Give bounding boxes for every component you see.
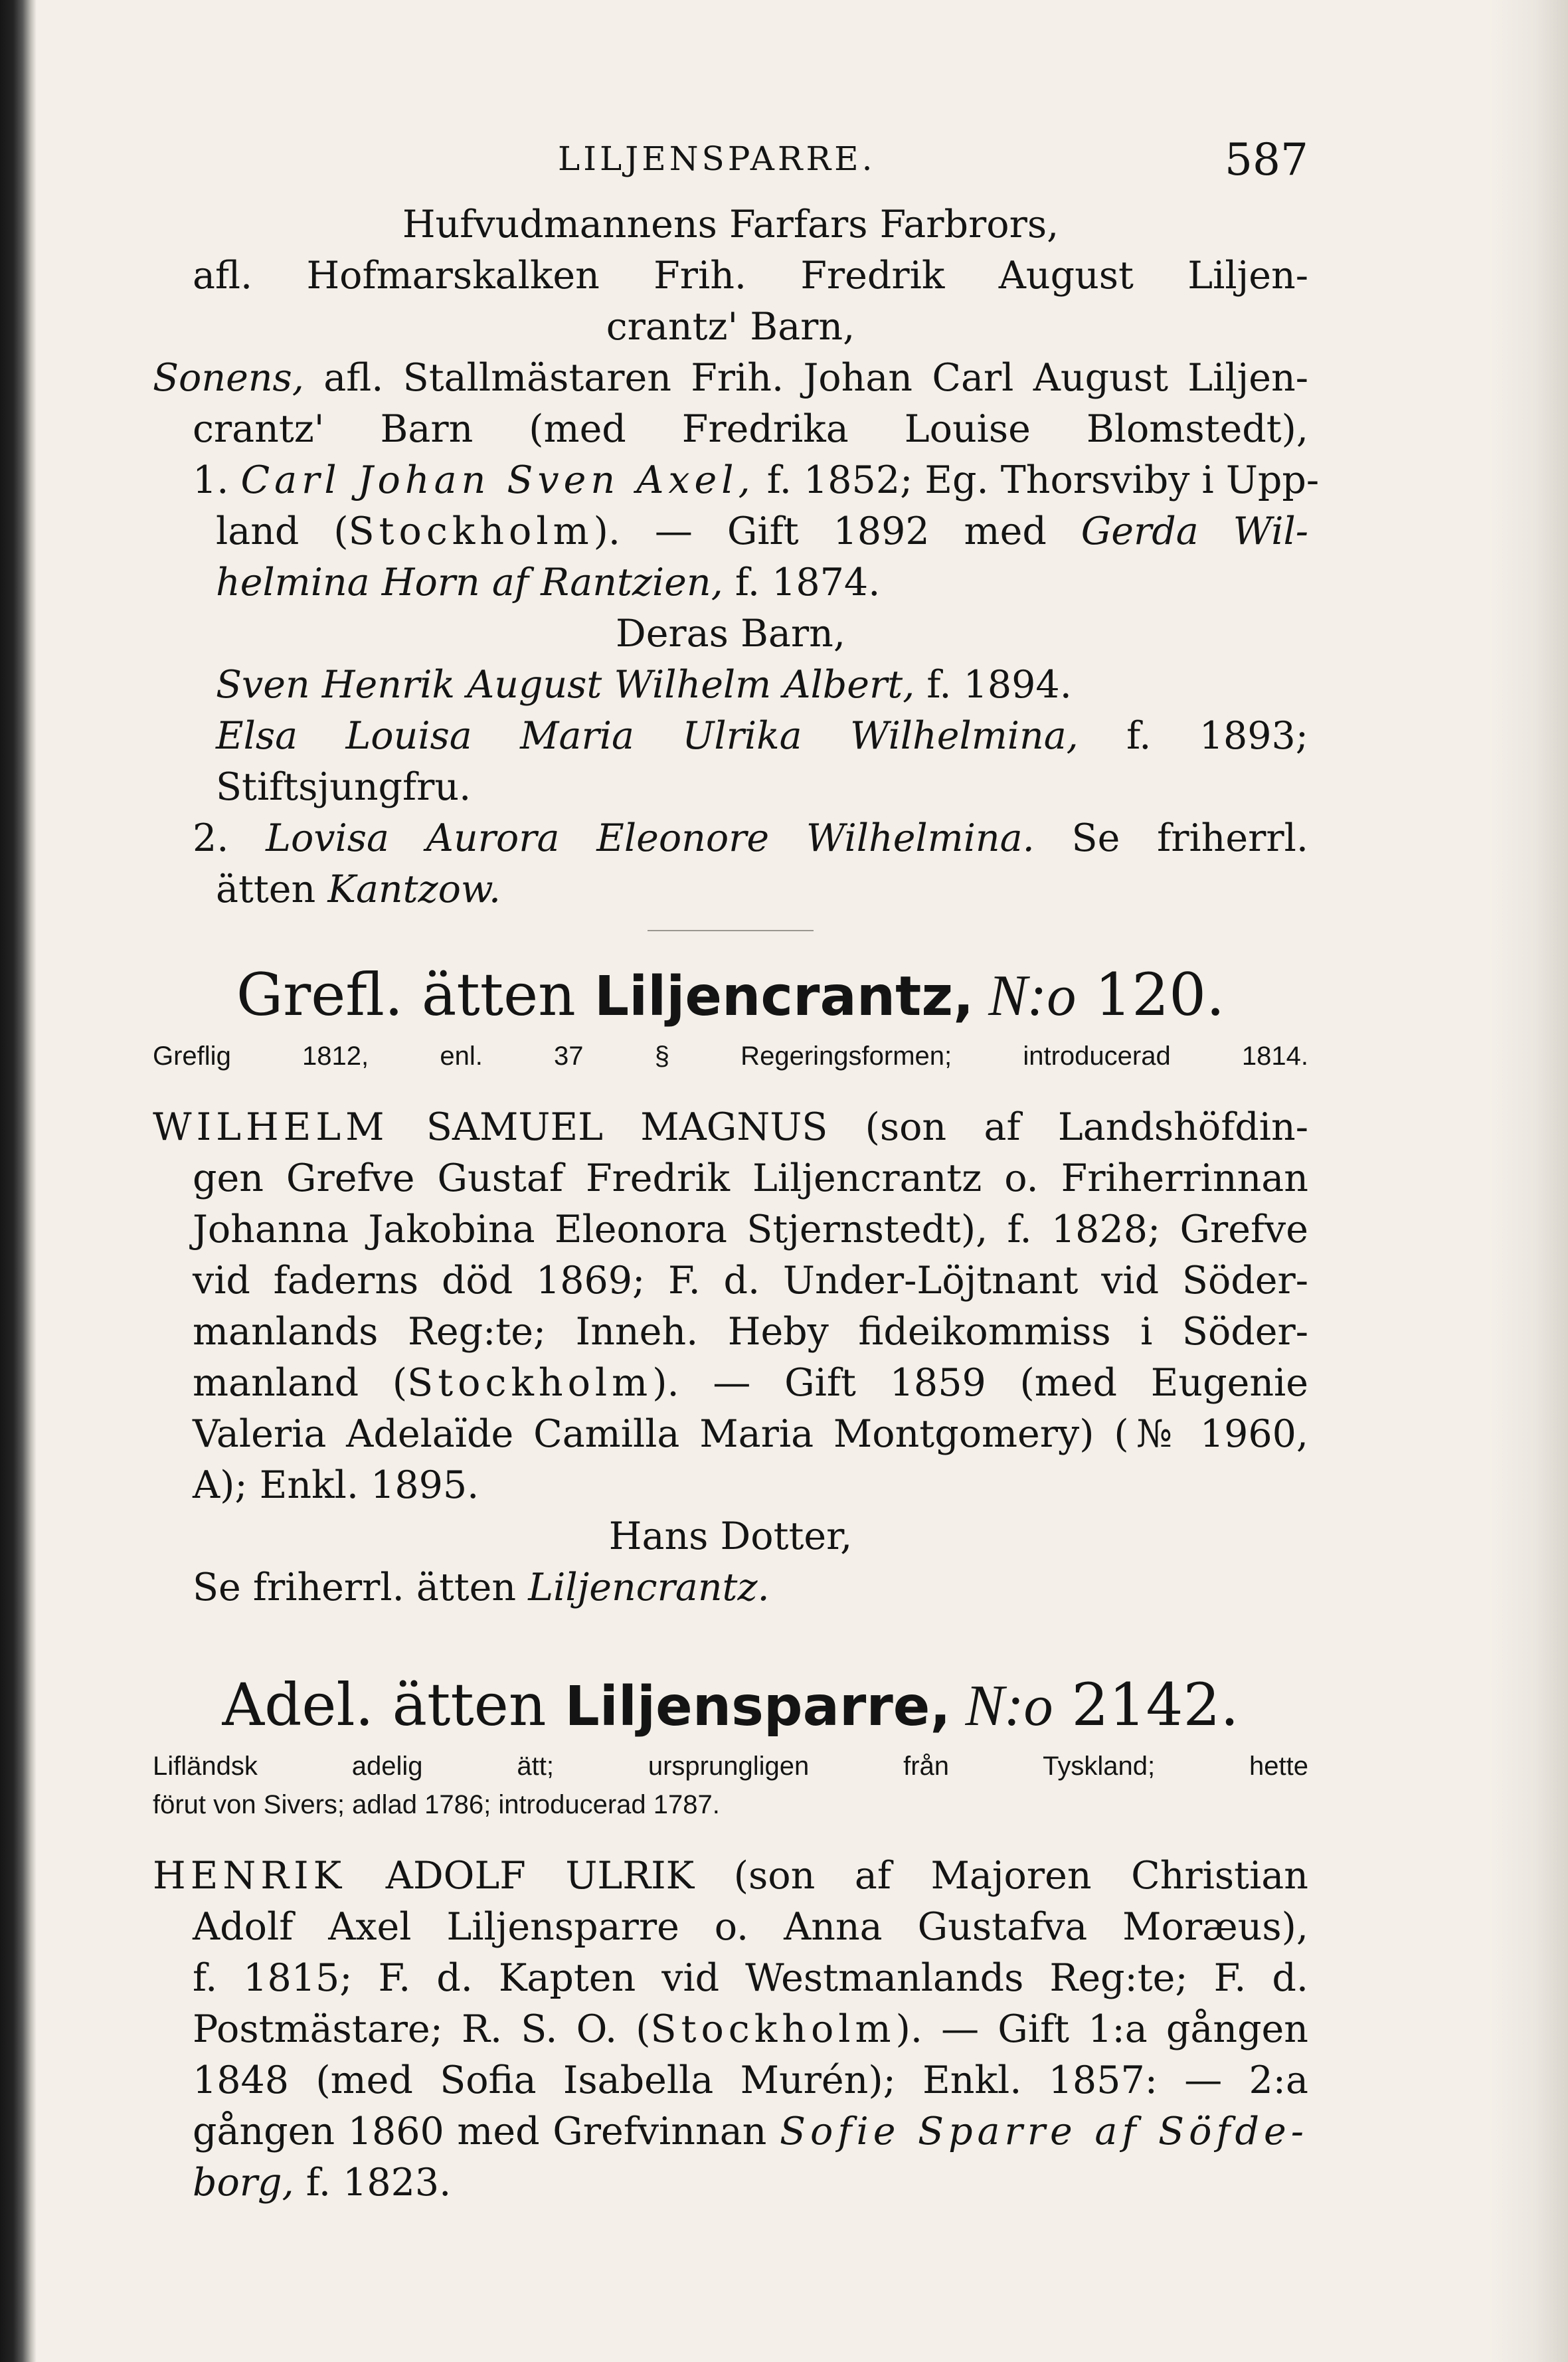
text-span: f. 1823. (294, 2161, 452, 2205)
text-line: manlands Reg:te; Inneh. Heby fideikommiss i Söder- (193, 1310, 1308, 1354)
italic-name: Carl Johan Sven Axel, (240, 458, 755, 502)
person-name: WILHELM (153, 1105, 389, 1149)
place-name: Stockholm (348, 509, 594, 553)
text-span: manland ( (193, 1361, 408, 1405)
text-line: Johanna Jakobina Eleonora Stjernstedt), f. 1828; Grefve (193, 1208, 1308, 1251)
text-line: 1848 (med Sofia Isabella Murén); Enkl. 1857: — 2:a (193, 2058, 1308, 2102)
italic-name: Sven Henrik August Wilhelm Albert, (216, 663, 915, 707)
text-line: f. 1815; F. d. Kapten vid Westmanlands Reg:te; F. d. (193, 1956, 1308, 2000)
text-line: A); Enkl. 1895. (193, 1463, 479, 1507)
section-subheading: förut von Sivers; adlad 1786; introducerad 1787. (153, 1790, 720, 1819)
italic-name: Liljencrantz. (528, 1566, 770, 1609)
text-span: crantz' Barn (med Fredrika Louise Blomstedt), (193, 407, 1308, 451)
scan-edge-right (1488, 0, 1568, 2362)
text-line (153, 1358, 1308, 1409)
text-span: ). — Gift 1892 med (593, 509, 1081, 553)
text-line (153, 711, 1308, 762)
family-name: Liljensparre, (565, 1675, 951, 1738)
text-line: Hufvudmannens Farfars Farbrors, (402, 203, 1059, 246)
place-name: Stockholm (650, 2007, 896, 2051)
text-line (153, 2157, 1308, 2209)
section-subheading: Lifländsk adelig ätt; ursprungligen från Tyskland; hette (153, 1752, 1308, 1781)
text-line (153, 455, 1320, 506)
text-span: land ( (216, 509, 349, 553)
running-title: LILJENSPARRE. (558, 139, 876, 178)
text-span: gången 1860 med Grefvinnan (193, 2110, 780, 2153)
text-span: 2. (193, 816, 266, 860)
heading-number-label: N:o (950, 1674, 1053, 1738)
text-line: gen Grefve Gustaf Fredrik Liljencrantz o. Friherrinnan (193, 1156, 1308, 1200)
text-line (153, 2004, 1308, 2055)
section-heading (153, 955, 1308, 1037)
text-span: Se friherrl. ätten (193, 1566, 529, 1609)
text-span: Se friherrl. (1034, 816, 1308, 860)
italic-name: borg, (193, 2161, 294, 2205)
italic-name: Lovisa Aurora Eleonore Wilhelmina. (266, 816, 1035, 860)
text-span: SAMUEL MAGNUS (son af Landshöfdin- (389, 1105, 1308, 1149)
text-line: Stiftsjungfru. (216, 765, 472, 809)
heading-prefix: Adel. ätten (222, 1671, 565, 1739)
italic-name: helmina Horn af Rantzien, (216, 561, 723, 604)
text-span: ). — Gift 1:a gången (895, 2007, 1308, 2051)
text-span: 1. (193, 458, 241, 502)
text-line (153, 404, 1308, 455)
text-line (153, 1562, 1308, 1613)
italic-name: Elsa Louisa Maria Ulrika Wilhelmina, (216, 714, 1079, 758)
section-liljensparre (153, 1665, 1308, 2209)
text-span: f. 1894. (915, 663, 1072, 707)
place-name: Stockholm (407, 1361, 653, 1405)
text-line: Valeria Adelaïde Camilla Maria Montgomery) (№ 1960, (193, 1412, 1308, 1456)
text-line: Hans Dotter, (608, 1514, 853, 1558)
text-line (153, 1102, 1308, 1153)
heading-number: 2142. (1053, 1671, 1239, 1739)
text-line: Adolf Axel Liljensparre o. Anna Gustafva Moræus), (193, 1905, 1308, 1949)
italic-name: Gerda Wil- (1081, 509, 1308, 553)
family-name: Liljencrantz, (594, 965, 974, 1028)
scan-edge-left (0, 0, 37, 2362)
text-span: afl. Stallmästaren Frih. Johan Carl August Liljen- (304, 356, 1308, 400)
text-line (153, 353, 1308, 404)
italic-name: Sofie Sparre af Söfde- (780, 2110, 1308, 2153)
text-line: Deras Barn, (616, 612, 845, 656)
text-span: ). — Gift 1859 (med Eugenie (652, 1361, 1308, 1405)
text-line: afl. Hofmarskalken Frih. Fredrik August Liljen- (193, 254, 1308, 298)
text-line (153, 557, 1308, 608)
heading-number-label: N:o (974, 964, 1077, 1028)
text-line (153, 864, 1308, 915)
running-header (153, 126, 1308, 199)
text-line: vid faderns död 1869; F. d. Under-Löjtnant vid Söder- (193, 1259, 1308, 1303)
text-line (153, 1851, 1308, 1902)
section-divider (648, 930, 814, 931)
italic-name: Sonens, (153, 356, 304, 400)
page-number: 587 (1225, 134, 1308, 185)
book-page (153, 126, 1320, 2209)
heading-number: 120. (1076, 960, 1225, 1029)
text-line: crantz' Barn, (606, 305, 855, 349)
text-line (153, 506, 1308, 557)
section-farfars-farbrors (153, 199, 1320, 915)
section-liljencrantz (153, 955, 1308, 1613)
section-heading (153, 1665, 1308, 1747)
text-span: f. 1852; Eg. Thorsviby i Upp- (754, 458, 1320, 502)
heading-prefix: Grefl. ätten (236, 960, 594, 1029)
text-line (153, 660, 1308, 711)
text-span: ätten (216, 867, 328, 911)
text-span: f. 1893; (1078, 714, 1308, 758)
text-span: f. 1874. (723, 561, 881, 604)
section-subheading: Greflig 1812, enl. 37 § Regeringsformen; introducerad 1814. (153, 1042, 1308, 1071)
person-name: HENRIK (153, 1854, 347, 1898)
text-line (153, 2106, 1308, 2157)
text-span: Postmästare; R. S. O. ( (193, 2007, 651, 2051)
text-line (153, 813, 1308, 864)
italic-name: Kantzow. (327, 867, 501, 911)
text-span: ADOLF ULRIK (son af Majoren Christian (346, 1854, 1308, 1898)
